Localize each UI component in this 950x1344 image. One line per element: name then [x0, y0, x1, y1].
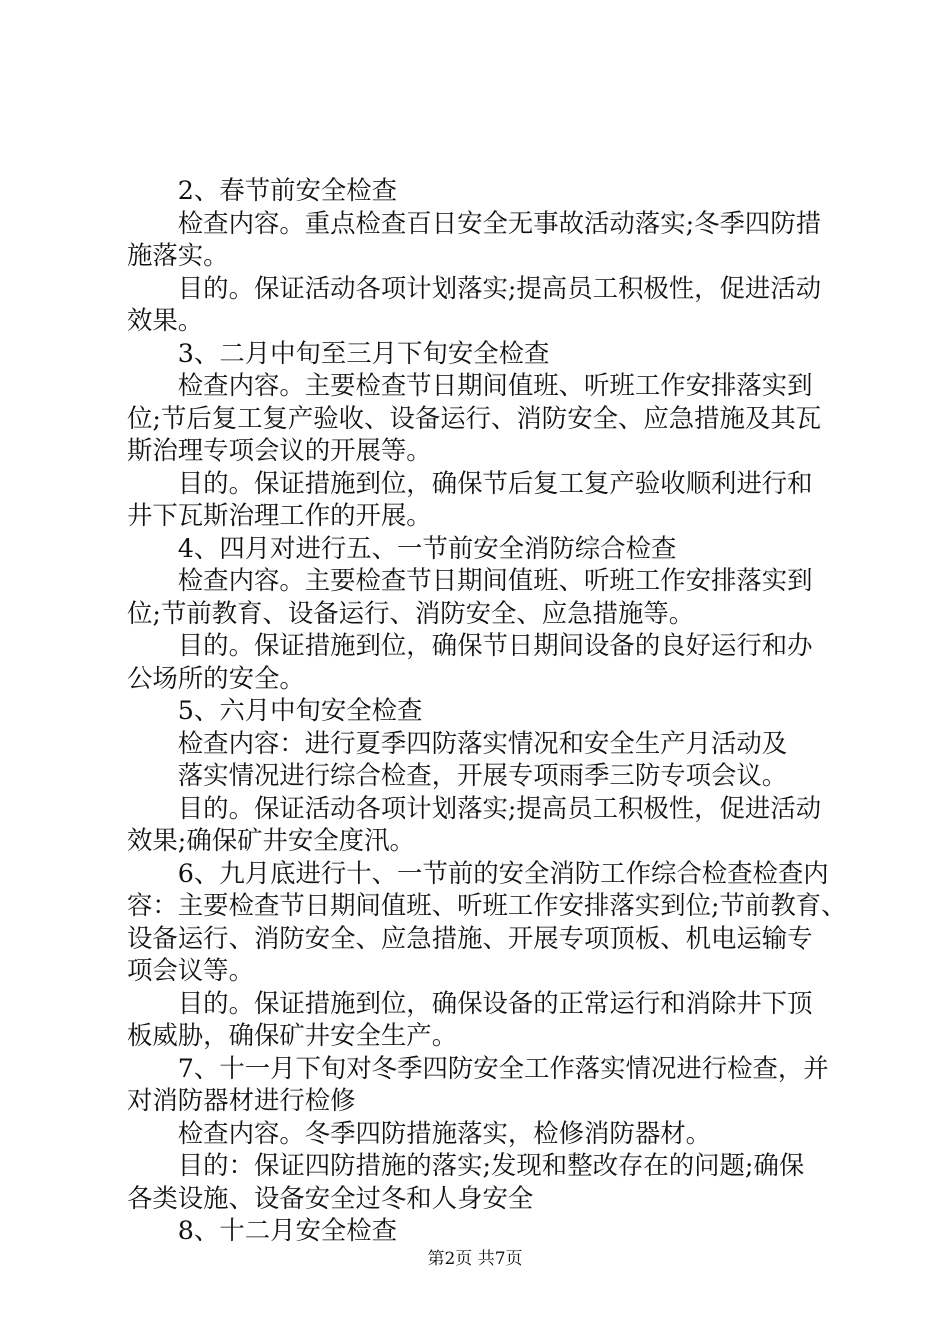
text-line: 检查内容。重点检查百日安全无事故活动落实;冬季四防措	[127, 207, 822, 238]
text-line: 4、四月对进行五、一节前安全消防综合检查	[127, 532, 677, 563]
text-line: 井下瓦斯治理工作的开展。	[127, 500, 432, 530]
text-line: 5、六月中旬安全检查	[127, 695, 423, 725]
text-line: 板威胁，确保矿井安全生产。	[127, 1020, 458, 1050]
document-body	[127, 174, 847, 1247]
page-number-footer: 第2页 共7页	[427, 1249, 523, 1269]
text-line: 3、二月中旬至三月下旬安全检查	[127, 337, 550, 368]
text-line: 设备运行、消防安全、应急措施、开展专项顶板、机电运输专	[127, 922, 813, 953]
text-line: 7、十一月下旬对冬季四防安全工作落实情况进行检查，并	[127, 1052, 829, 1083]
text-line: 检查内容：进行夏季四防落实情况和安全生产月活动及	[127, 727, 788, 758]
text-line: 目的：保证四防措施的落实;发现和整改存在的问题;确保	[127, 1150, 805, 1180]
text-line: 目的。保证措施到位，确保设备的正常运行和消除井下顶	[127, 987, 813, 1018]
text-line: 斯治理专项会议的开展等。	[127, 435, 432, 465]
text-line: 检查内容。主要检查节日期间值班、听班工作安排落实到	[127, 370, 813, 400]
text-line: 对消防器材进行检修	[127, 1085, 356, 1115]
text-line: 8、十二月安全检查	[127, 1215, 398, 1245]
text-line: 检查内容。冬季四防措施落实，检修消防器材。	[127, 1117, 711, 1148]
text-line: 效果;确保矿井安全度汛。	[127, 825, 415, 855]
text-line: 目的。保证活动各项计划落实;提高员工积极性，促进活动	[127, 792, 822, 823]
text-line: 位;节后复工复产验收、设备运行、消防安全、应急措施及其瓦	[127, 402, 822, 433]
text-line: 6、九月底进行十、一节前的安全消防工作综合检查检查内	[127, 857, 829, 888]
text-line: 2、春节前安全检查	[127, 175, 398, 205]
text-line: 施落实。	[127, 240, 229, 270]
text-line: 位;节前教育、设备运行、消防安全、应急措施等。	[127, 597, 695, 628]
text-line: 目的。保证活动各项计划落实;提高员工积极性，促进活动	[127, 272, 822, 303]
text-line: 落实情况进行综合检查，开展专项雨季三防专项会议。	[127, 760, 788, 790]
text-line: 容：主要检查节日期间值班、听班工作安排落实到位;节前教育、	[127, 890, 847, 920]
text-line: 效果。	[127, 305, 204, 335]
text-line: 目的。保证措施到位，确保节后复工复产验收顺利进行和	[127, 467, 813, 498]
text-line: 检查内容。主要检查节日期间值班、听班工作安排落实到	[127, 565, 813, 595]
text-line: 目的。保证措施到位，确保节日期间设备的良好运行和办	[127, 630, 813, 660]
text-line: 公场所的安全。	[127, 662, 305, 693]
text-line: 各类设施、设备安全过冬和人身安全	[127, 1182, 534, 1213]
text-line: 项会议等。	[127, 955, 254, 985]
